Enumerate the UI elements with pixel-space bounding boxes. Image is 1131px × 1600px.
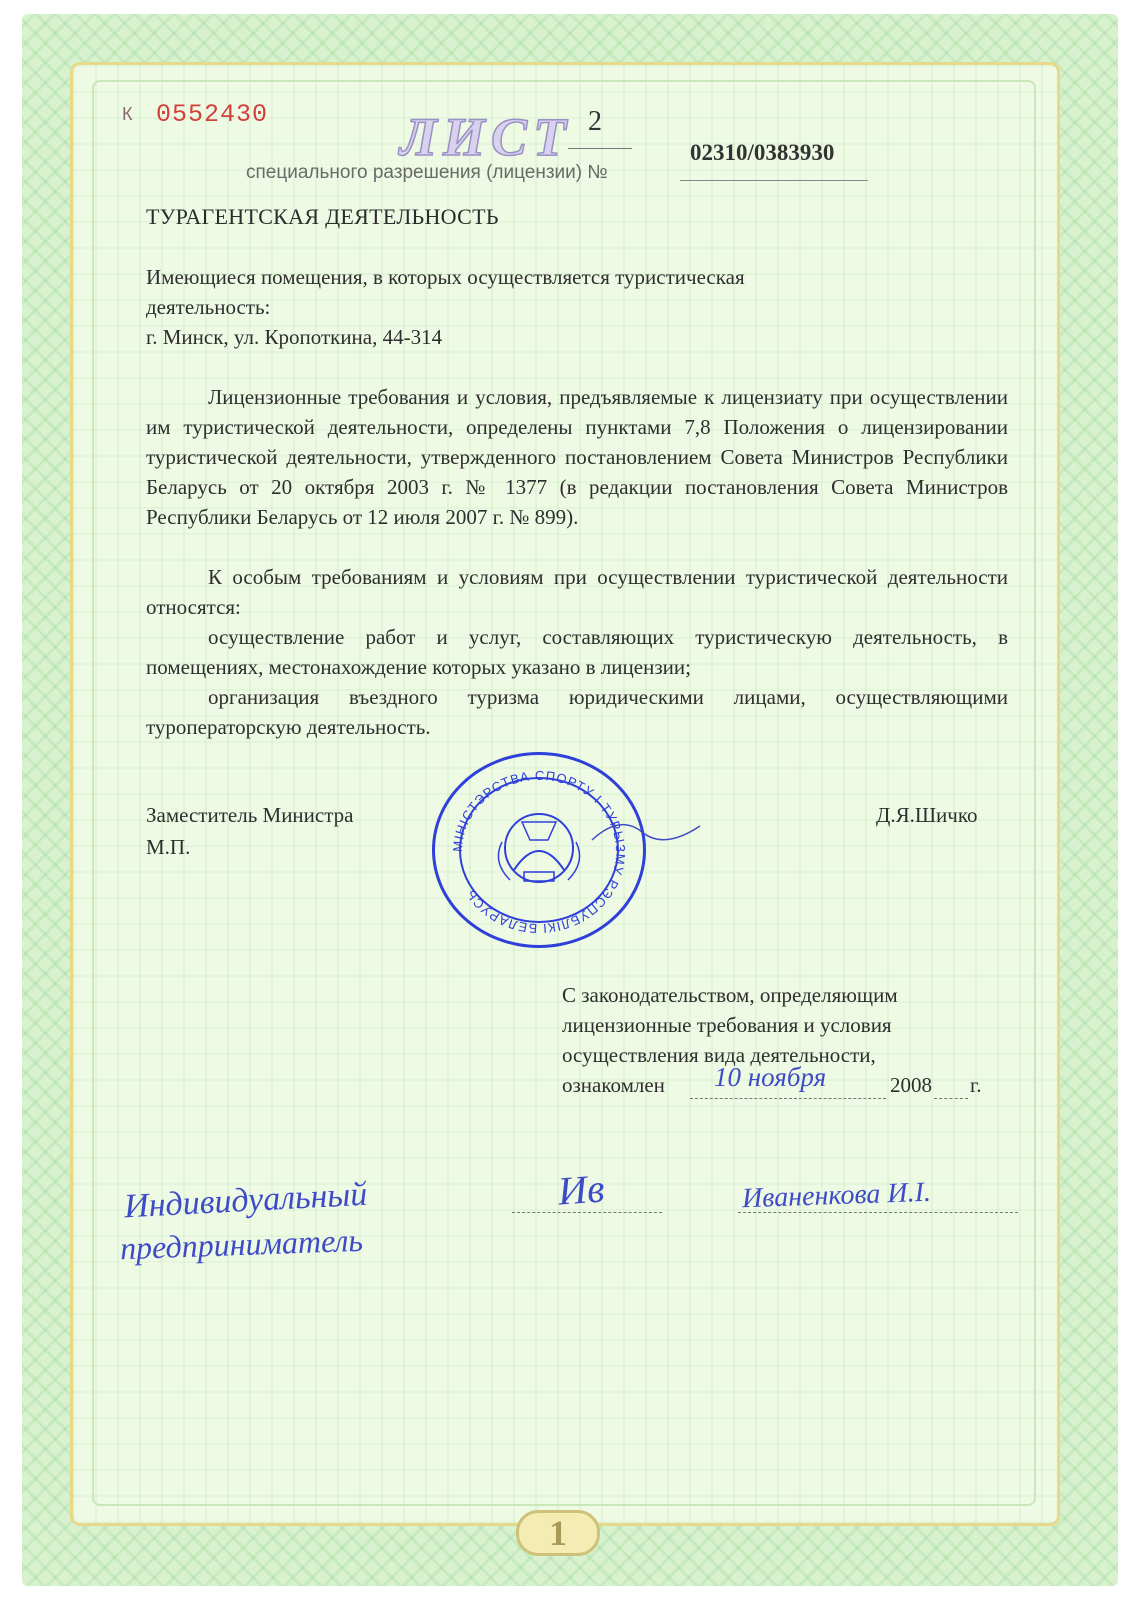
special-requirement-item: организация въездного туризма юридическими лицами, осуществляющими туроператорскую деятельность. bbox=[146, 685, 1008, 739]
premises-address: г. Минск, ул. Кропоткина, 44-314 bbox=[146, 325, 443, 349]
acknowledgement-line-3: осуществления вида деятельности, bbox=[562, 1043, 876, 1067]
date-underline bbox=[690, 1098, 886, 1099]
premises-line-2: деятельность: bbox=[146, 295, 271, 319]
special-requirements-paragraph: К особым требованиям и условиям при осуществлении туристической деятельности относятся: bbox=[146, 565, 1008, 619]
premises-line-1: Имеющиеся помещения, в которых осуществляется туристическая bbox=[146, 265, 745, 289]
official-signature-stroke bbox=[590, 810, 710, 850]
handwritten-name: Иваненкова И.І. bbox=[741, 1176, 932, 1215]
stamp-text: МІНІСТЭРСТВА СПОРТУ І ТУРЫЗМУ РЭСПУБЛІКІ БЕЛАРУСЬ bbox=[449, 767, 629, 937]
sheet-number-underline bbox=[568, 148, 632, 149]
special-requirement-item: осуществление работ и услуг, составляющих туристическую деятельность, в помещениях, местонахождение которых указано в лицензии; bbox=[146, 625, 1008, 679]
series-number: 0552430 bbox=[156, 100, 269, 129]
year-underline bbox=[934, 1098, 968, 1099]
requirements-paragraph: Лицензионные требования и условия, предъявляемые к лицензиату при осуществлении им туристической деятельности, определены пунктами 7,8 Положения о лицензировании туристической деятельности, утвержденного постановлением Совета Министров Республики Беларусь от 20 октября 2003 г. № 1377 (в редакции постановления Совета Министров Республики Беларусь от 12 июля 2007 г. № 899). bbox=[146, 385, 1008, 529]
signer-position: Заместитель Министра bbox=[146, 803, 354, 827]
sheet-number: 2 bbox=[588, 106, 602, 137]
svg-text:МІНІСТЭРСТВА СПОРТУ І ТУРЫЗМУ bbox=[450, 768, 628, 936]
license-number-underline bbox=[680, 180, 868, 181]
acknowledged-label: ознакомлен bbox=[562, 1073, 665, 1097]
page-number-badge: 1 bbox=[516, 1510, 600, 1556]
acknowledgement-line-1: С законодательством, определяющим bbox=[562, 983, 898, 1007]
handwritten-role-line-2: предприниматель bbox=[119, 1221, 364, 1267]
seal-place: М.П. bbox=[146, 835, 191, 859]
signer-name: Д.Я.Шичко bbox=[876, 803, 978, 827]
name-underline bbox=[738, 1212, 1018, 1213]
series-letter: К bbox=[122, 104, 133, 124]
handwritten-role-line-1: Индивидуальный bbox=[123, 1175, 369, 1226]
official-stamp bbox=[432, 752, 646, 948]
license-subtitle: специального разрешения (лицензии) № bbox=[246, 162, 608, 183]
license-number: 02310/0383930 bbox=[690, 140, 835, 165]
signature-underline bbox=[512, 1212, 662, 1213]
stamp-emblem-icon bbox=[432, 752, 646, 948]
acknowledgement-line-2: лицензионные требования и условия bbox=[562, 1013, 892, 1037]
document-title: ЛИСТ bbox=[400, 107, 573, 167]
handwritten-date: 10 ноября bbox=[714, 1062, 827, 1092]
acknowledgement-year: 2008 bbox=[890, 1073, 932, 1097]
activity-title: ТУРАГЕНТСКАЯ ДЕЯТЕЛЬНОСТЬ bbox=[146, 204, 499, 229]
handwritten-signature: Ив bbox=[556, 1165, 606, 1214]
year-suffix: г. bbox=[970, 1073, 982, 1097]
